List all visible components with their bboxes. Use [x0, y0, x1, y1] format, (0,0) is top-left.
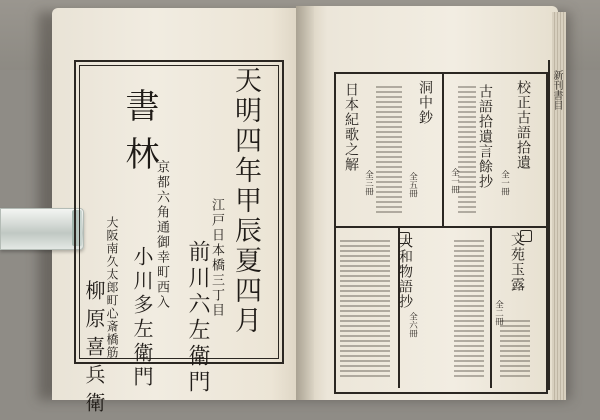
colophon-title: 書林 — [119, 88, 159, 184]
ad-marker — [520, 230, 532, 242]
merchant-1-address: 江戸日本橋三丁目 — [209, 198, 224, 318]
ad-header-rule — [548, 60, 550, 390]
merchant-3-name: 柳原喜兵衛 — [82, 280, 106, 420]
ad-body-text — [340, 240, 390, 380]
ad-body-text — [500, 320, 530, 380]
ad-marker — [398, 232, 410, 244]
ad-divider — [334, 226, 546, 228]
ad-subtitle-4: 全三冊 — [363, 170, 374, 196]
ad-subtitle-6: 全二冊 — [493, 300, 504, 326]
ad-body-text — [376, 86, 402, 216]
colophon-date: 天明四年甲辰夏四月 — [230, 66, 261, 336]
ad-title-1: 校正古語拾遺 — [515, 80, 531, 170]
book-gutter — [296, 6, 314, 400]
ad-body-text — [458, 86, 476, 216]
ad-title-4: 日本紀歌之解 — [343, 82, 359, 172]
merchant-2-name: 小川多左衛門 — [130, 246, 154, 390]
merchant-3-address: 大阪南久太郎町心斎橋筋 — [105, 216, 119, 359]
ad-title-6: 文苑玉露 — [509, 232, 525, 292]
merchant-2-address: 京都六角通御幸町西入 — [154, 160, 169, 310]
ad-running-head: 新刊書目 — [551, 70, 562, 110]
ad-subtitle-2: 全一冊 — [449, 168, 460, 194]
ad-title-5: 大和物語抄 — [397, 234, 413, 309]
ad-column-rule — [490, 228, 492, 388]
merchant-1-name: 前川六左衛門 — [185, 240, 210, 396]
ad-body-text — [454, 240, 484, 380]
ad-title-3: 洞中鈔 — [417, 80, 433, 125]
ad-subtitle-3: 全五冊 — [407, 172, 418, 198]
ad-title-2: 古語拾遺言餘抄 — [477, 84, 493, 189]
ad-subtitle-5: 全六冊 — [407, 312, 418, 338]
ad-subtitle-1: 全一冊 — [499, 170, 510, 196]
ad-column-rule — [442, 74, 444, 226]
